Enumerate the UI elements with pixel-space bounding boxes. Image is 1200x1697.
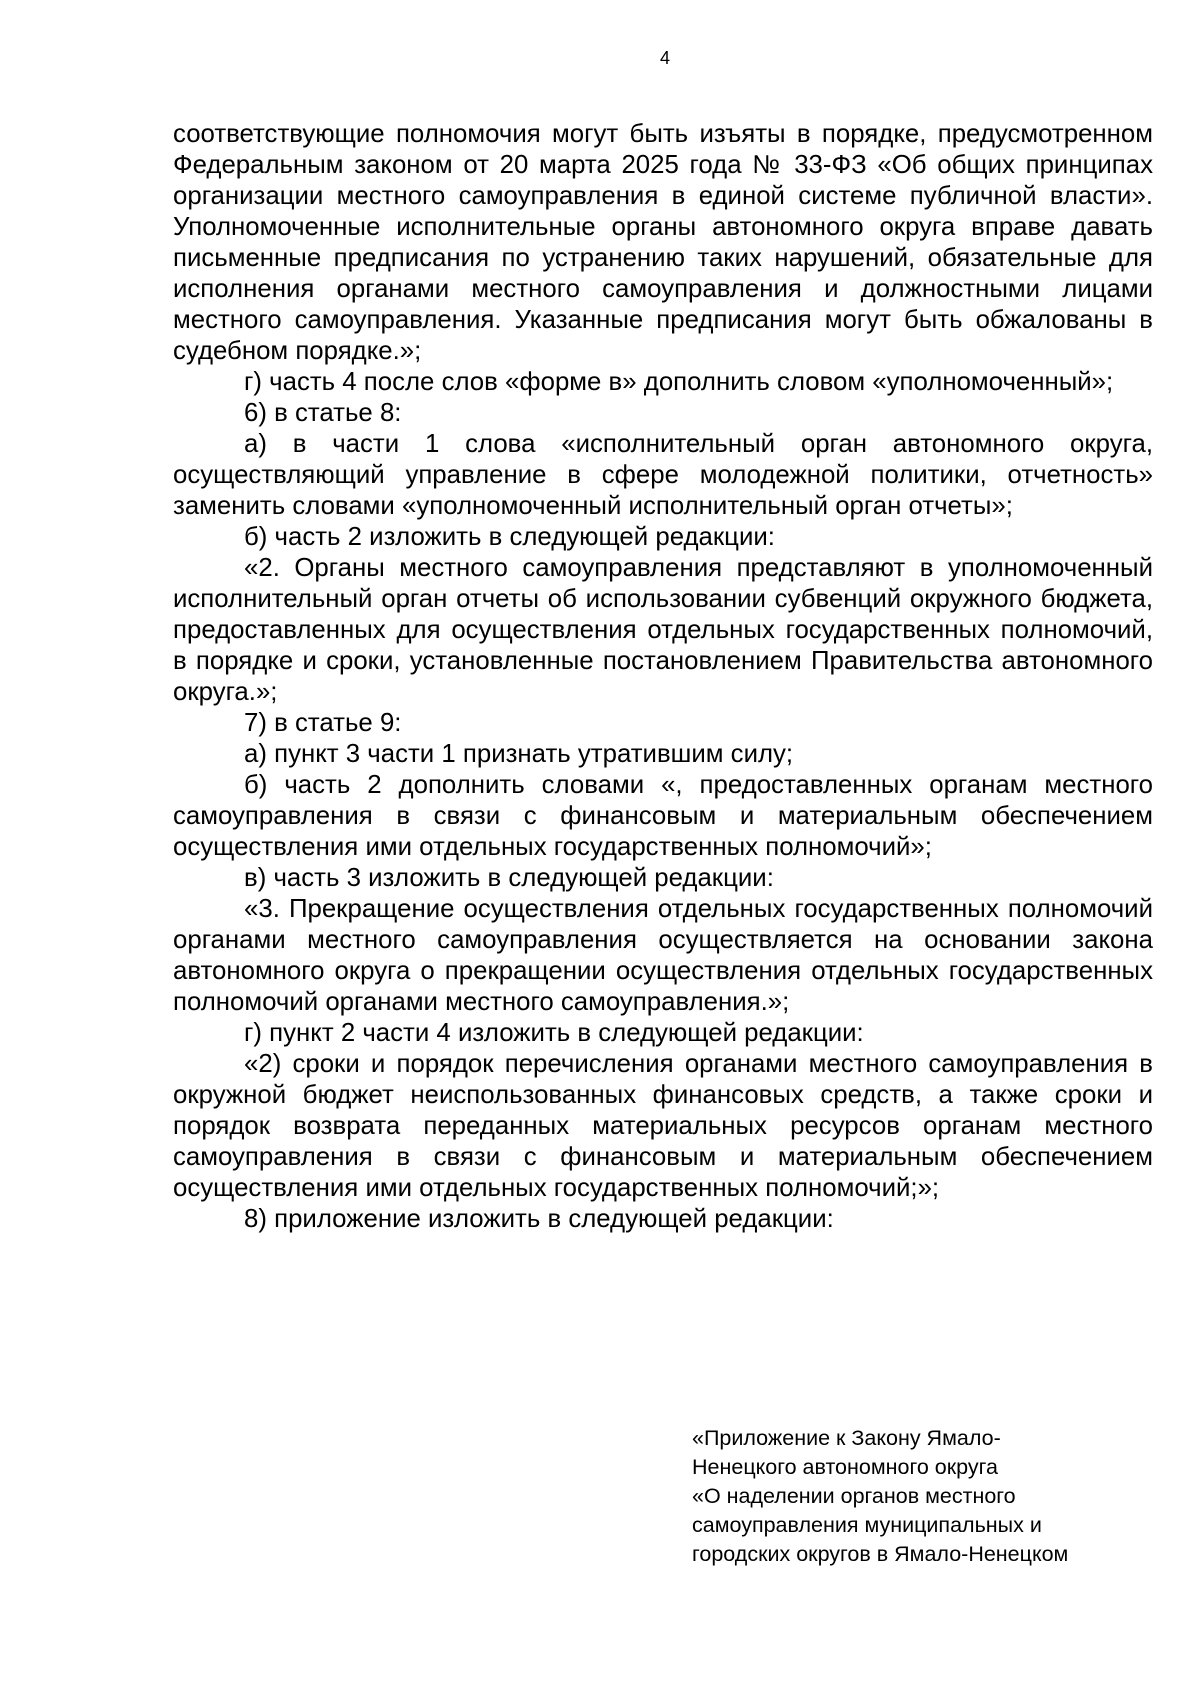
paragraph-continuation: соответствующие полномочия могут быть изъяты в порядке, предусмотренном Федеральным законом от 20 марта 2025 года № 33-ФЗ «Об общих принципах организации местного самоуправления в единой системе публичной власти». Уполномоченные исполнительные органы автономного округа вправе давать письменные предписания по устранению таких нарушений, обязательные для исполнения органами местного самоуправления и должностными лицами местного самоуправления. Указанные предписания могут быть обжалованы в судебном порядке.»; <box>173 120 1153 365</box>
paragraph-article-9-part-3-text: «3. Прекращение осуществления отдельных государственных полномочий органами местного самоуправления осуществляется на основании закона автономного округа о прекращении осуществления отдельных государственных полномочий органами местного самоуправления.»; <box>173 895 1153 1016</box>
paragraph-appendix-8: 8) приложение изложить в следующей редакции: <box>244 1205 834 1233</box>
paragraph-article-8: 6) в статье 8: <box>244 399 402 427</box>
paragraph-item-g-part-4: г) часть 4 после слов «форме в» дополнить словом «уполномоченный»; <box>244 368 1114 396</box>
appendix-header-line: «О наделении органов местного <box>692 1484 1016 1508</box>
paragraph-article-9-b: б) часть 2 дополнить словами «, предоставленных органам местного самоуправления в связи с финансовым и материальным обеспечением осуществления ими отдельных государственных полномочий»; <box>173 771 1153 861</box>
appendix-header <box>692 1424 1162 1569</box>
paragraph-article-9-g: г) пункт 2 части 4 изложить в следующей редакции: <box>244 1019 864 1047</box>
page-number: 4 <box>659 48 670 68</box>
paragraph-article-9-item-2-text: «2) сроки и порядок перечисления органами местного самоуправления в окружной бюджет неиспользованных финансовых средств, а также сроки и порядок возврата переданных материальных ресурсов органам местного самоуправления в связи с финансовым и материальным обеспечением осуществления ими отдельных государственных полномочий;»; <box>173 1050 1153 1202</box>
paragraph-article-8-part-2-text: «2. Органы местного самоуправления представляют в уполномоченный исполнительный орган отчеты об использовании субвенций окружного бюджета, предоставленных для осуществления отдельных государственных полномочий, в порядке и сроки, установленные постановлением Правительства автономного округа.»; <box>173 554 1153 706</box>
appendix-header-line: самоуправления муниципальных и <box>692 1513 1042 1537</box>
paragraph-article-8-a: а) в части 1 слова «исполнительный орган автономного округа, осуществляющий управление в сфере молодежной политики, отчетность» заменить словами «уполномоченный исполнительный орган отчеты»; <box>173 430 1153 520</box>
document-body <box>173 119 1153 1235</box>
paragraph-article-9-v: в) часть 3 изложить в следующей редакции: <box>244 864 774 892</box>
paragraph-article-8-b: б) часть 2 изложить в следующей редакции: <box>244 523 775 551</box>
appendix-header-line: «Приложение к Закону Ямало- <box>692 1426 1001 1450</box>
appendix-header-line: Ненецкого автономного округа <box>692 1455 998 1479</box>
paragraph-article-9: 7) в статье 9: <box>244 709 402 737</box>
appendix-header-line: городских округов в Ямало-Ненецком <box>692 1542 1069 1566</box>
paragraph-article-9-a: а) пункт 3 части 1 признать утратившим силу; <box>244 740 794 768</box>
